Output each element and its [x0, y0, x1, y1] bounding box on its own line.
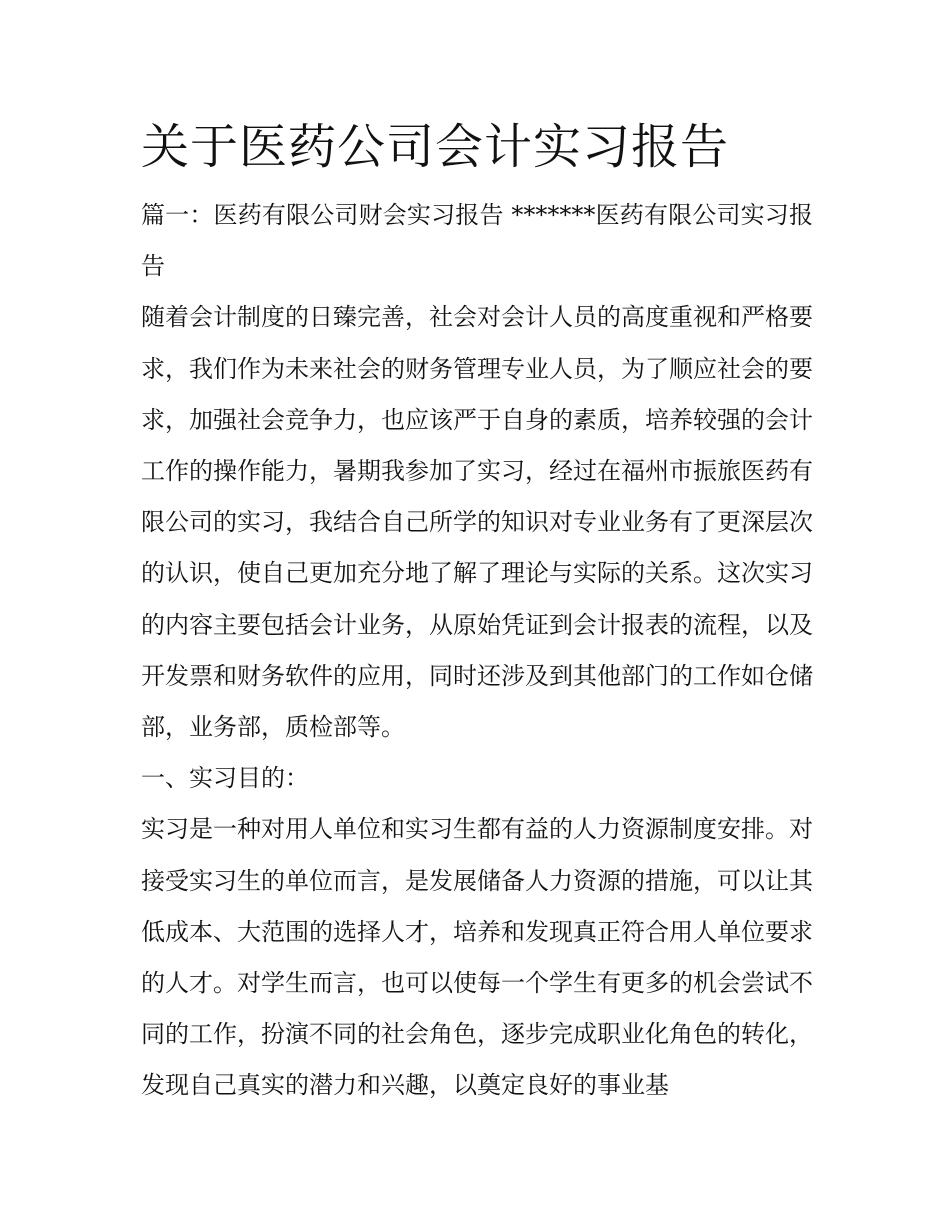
document-title: 关于医药公司会计实习报告	[141, 119, 730, 175]
subtitle-paragraph: 篇一：医药有限公司财会实习报告 *******医药有限公司实习报告	[141, 201, 813, 281]
purpose-paragraph: 实习是一种对用人单位和实习生都有益的人力资源制度安排。对接受实习生的单位而言，是发展储备人力资源的措施，可以让其低成本、大范围的选择人才，培养和发现真正符合用人单位要求的人才。对学生而言，也可以使每一个学生有更多的机会尝试不同的工作，扮演不同的社会角色，逐步完成职业化角色的转化，发现自己真实的潜力和兴趣，以奠定良好的事业基	[141, 815, 813, 1100]
intro-paragraph: 随着会计制度的日臻完善，社会对会计人员的高度重视和严格要求，我们作为未来社会的财务管理专业人员，为了顺应社会的要求，加强社会竞争力，也应该严于自身的素质，培养较强的会计工作的操作能力，暑期我参加了实习，经过在福州市振旅医药有限公司的实习，我结合自己所学的知识对专业业务有了更深层次的认识，使自己更加充分地了解了理论与实际的关系。这次实习的内容主要包括会计业务，从原始凭证到会计报表的流程，以及开发票和财务软件的应用，同时还涉及到其他部门的工作如仓储部，业务部，质检部等。	[141, 303, 813, 742]
document-body	[141, 110, 813, 1112]
section-heading: 一、实习目的：	[141, 764, 309, 793]
